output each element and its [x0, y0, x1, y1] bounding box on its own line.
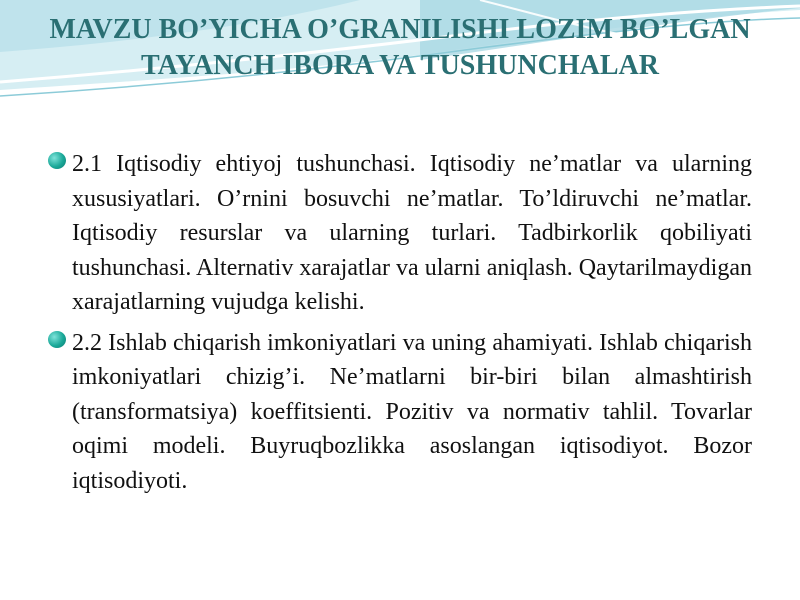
slide-title: MAVZU BO’YICHA O’GRANILISHI LOZIM BO’LGAN TAYANCH IBORA VA TUSHUNCHALAR — [49, 14, 751, 81]
bullet-dot-icon — [48, 331, 66, 348]
bullet-text: 2.1 Iqtisodiy ehtiyoj tushunchasi. Iqtisodiy ne’matlar va ularning xususiyatlari. O’rnini bosuvchi ne’matlar. To’ldiruvchi ne’matlar. Iqtisodiy resurslar va ularning turlari. Tadbirkorlik qobiliyati tushunchasi. Alternativ xarajatlar va ularni aniqlash. Qaytarilmaydigan xarajatlarning vujudga kelishi. — [72, 151, 752, 315]
bullet-dot-icon — [48, 152, 66, 169]
bullet-item — [48, 147, 752, 320]
bullet-item — [48, 326, 752, 499]
bullet-list — [48, 147, 752, 504]
bullet-text: 2.2 Ishlab chiqarish imkoniyatlari va uning ahamiyati. Ishlab chiqarish imkoniyatlari chizig’i. Ne’matlarni bir-biri bilan almashtirish (transformatsiya) koeffitsienti. Pozitiv va normativ tahlil. Tovarlar oqimi modeli. Buyruqbozlikka asoslangan iqtisodiyot. Bozor iqtisodiyoti. — [72, 329, 752, 494]
